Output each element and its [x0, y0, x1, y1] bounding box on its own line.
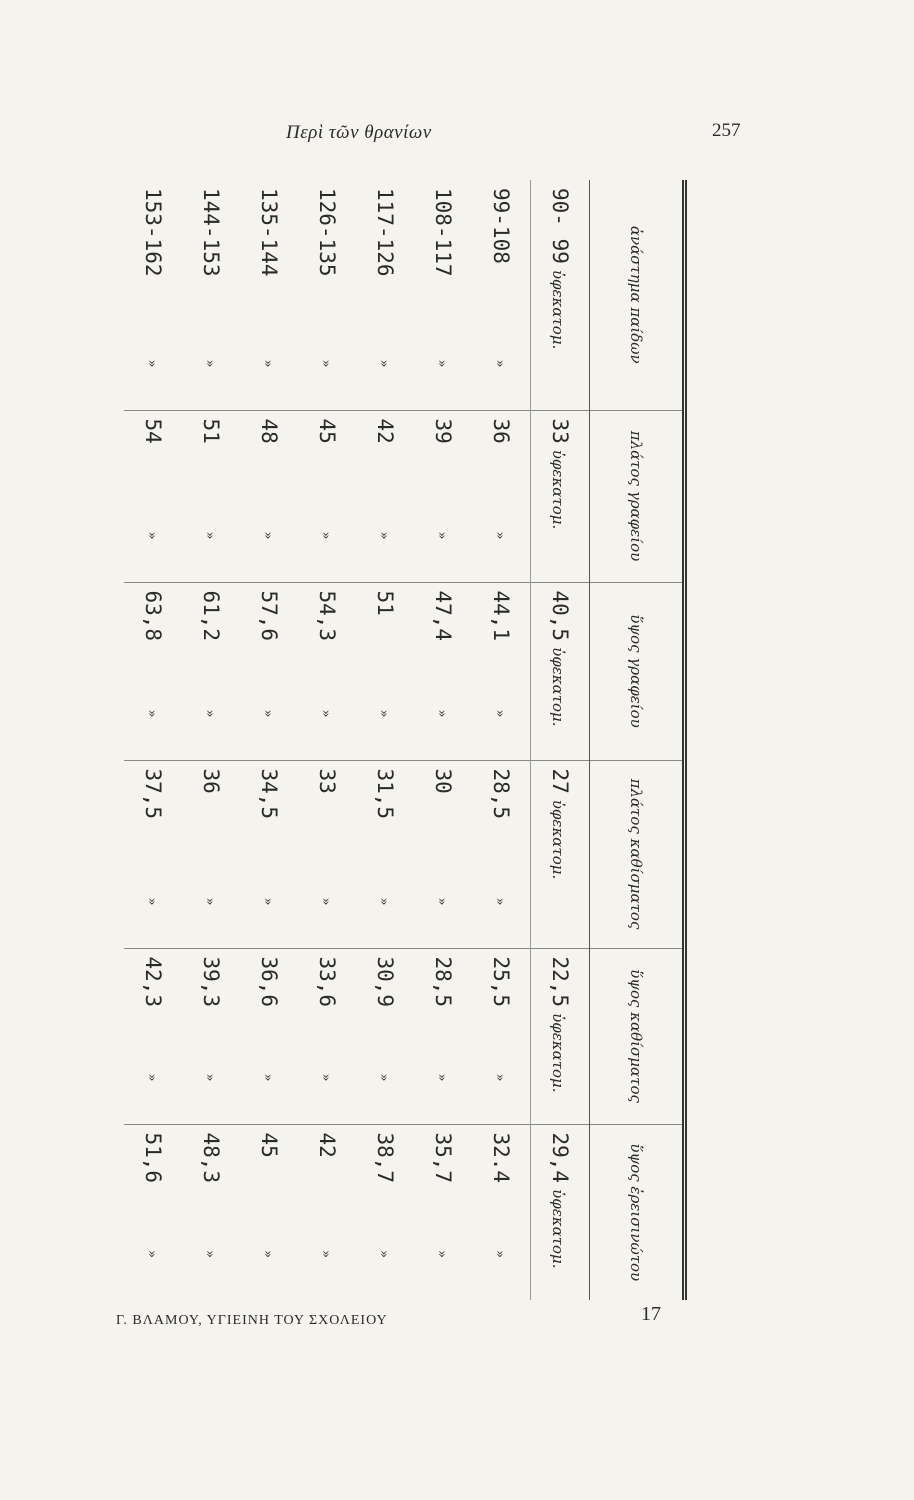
ditto-mark: »	[492, 1250, 507, 1258]
cell-value: 25,5	[489, 956, 513, 1008]
table-row	[472, 180, 531, 1300]
school-desk-dimensions-table	[124, 180, 687, 1300]
ditto-mark: »	[492, 531, 507, 540]
cell-value: 29,4	[548, 1132, 572, 1184]
table-cell	[414, 948, 472, 1124]
table-body	[124, 180, 590, 1300]
cell-value: 144-153	[199, 188, 223, 277]
table-cell	[298, 180, 356, 410]
cell-value: 51,6	[141, 1132, 165, 1184]
table-cell	[531, 180, 590, 410]
ditto-mark: »	[376, 897, 391, 906]
ditto-mark: »	[434, 1073, 449, 1082]
ditto-mark: »	[318, 359, 333, 368]
ditto-mark: »	[318, 709, 333, 718]
column-header: πλάτος γραφείου	[590, 410, 685, 582]
cell-value: 38,7	[373, 1132, 397, 1184]
footer-author-line: Γ. ΒΛΑΜΟΥ, ΥΓΙΕΙΝΗ ΤΟΥ ΣΧΟΛΕΙΟΥ	[116, 1313, 388, 1328]
column-header: ἀνάστημα παίδων	[590, 180, 685, 410]
table-cell	[356, 1124, 414, 1300]
ditto-mark: »	[202, 359, 217, 368]
table-cell	[472, 582, 531, 760]
ditto-mark: »	[434, 897, 449, 906]
table-cell	[356, 948, 414, 1124]
ditto-mark: »	[144, 897, 159, 906]
table-cell	[240, 948, 298, 1124]
cell-value: 135-144	[257, 188, 281, 277]
table-row	[531, 180, 590, 1300]
ditto-mark: »	[202, 1073, 217, 1082]
cell-value: 36,6	[257, 956, 281, 1008]
ditto-mark: »	[318, 1073, 333, 1082]
ditto-mark: »	[492, 897, 507, 906]
table-cell	[531, 1124, 590, 1300]
table-cell	[124, 582, 182, 760]
table-cell	[472, 410, 531, 582]
ditto-mark: »	[202, 531, 217, 540]
cell-value: 33	[315, 768, 339, 794]
ditto-mark: »	[144, 1073, 159, 1082]
table-cell	[414, 180, 472, 410]
ditto-mark: »	[434, 531, 449, 540]
table-cell	[182, 410, 240, 582]
cell-value: 44,1	[489, 590, 513, 642]
cell-value: 54	[141, 418, 165, 444]
table-cell	[182, 180, 240, 410]
table-cell	[240, 760, 298, 948]
unit-label: ὑφεκατομ.	[549, 449, 567, 530]
table-cell	[298, 582, 356, 760]
ditto-mark: »	[376, 1250, 391, 1258]
cell-value: 48	[257, 418, 281, 444]
table-cell	[182, 1124, 240, 1300]
cell-value: 30,9	[373, 956, 397, 1008]
cell-value: 28,5	[489, 768, 513, 820]
cell-value: 51	[199, 418, 223, 444]
column-header: πλάτος καθίσματος	[590, 760, 685, 948]
table-cell	[124, 760, 182, 948]
cell-value: 54,3	[315, 590, 339, 642]
ditto-mark: »	[492, 359, 507, 368]
ditto-mark: »	[144, 531, 159, 540]
cell-value: 99-108	[489, 188, 513, 264]
table-cell	[531, 410, 590, 582]
cell-value: 61,2	[199, 590, 223, 642]
table-cell	[240, 180, 298, 410]
table-cell	[414, 760, 472, 948]
cell-value: 45	[315, 418, 339, 444]
table-cell	[414, 1124, 472, 1300]
table-row	[240, 180, 298, 1300]
cell-value: 40,5	[548, 590, 572, 642]
table-cell	[356, 760, 414, 948]
table-cell	[472, 1124, 531, 1300]
cell-value: 47,4	[431, 590, 455, 642]
footer-signature: 17	[641, 1303, 661, 1325]
cell-value: 63,8	[141, 590, 165, 642]
cell-value: 36	[489, 418, 513, 444]
table-cell	[124, 410, 182, 582]
table-cell	[531, 760, 590, 948]
table-row	[182, 180, 240, 1300]
column-header: ὕψος ἐρεισινώτου	[590, 1124, 685, 1300]
table-cell	[531, 582, 590, 760]
ditto-mark: »	[202, 1250, 217, 1258]
table-cell	[298, 410, 356, 582]
table-cell	[472, 948, 531, 1124]
ditto-mark: »	[492, 1073, 507, 1082]
ditto-mark: »	[376, 1073, 391, 1082]
rotated-table-container	[97, 180, 687, 1300]
table-cell	[240, 410, 298, 582]
unit-label: ὑφεκατομ.	[549, 799, 567, 880]
cell-value: 48,3	[199, 1132, 223, 1184]
ditto-mark: »	[376, 709, 391, 718]
cell-value: 42,3	[141, 956, 165, 1008]
cell-value: 30	[431, 768, 455, 794]
cell-value: 35,7	[431, 1132, 455, 1184]
unit-label: ὑφεκατομ.	[549, 1189, 567, 1269]
table-cell	[356, 410, 414, 582]
table-cell	[124, 180, 182, 410]
table-row	[298, 180, 356, 1300]
column-header: ὕψος καθίσματος	[590, 948, 685, 1124]
ditto-mark: »	[202, 897, 217, 906]
ditto-mark: »	[376, 359, 391, 368]
table-cell	[356, 582, 414, 760]
cell-value: 22,5	[548, 956, 572, 1008]
cell-value: 31,5	[373, 768, 397, 820]
cell-value: 27	[548, 768, 572, 794]
ditto-mark: »	[318, 531, 333, 540]
table-cell	[414, 410, 472, 582]
table-cell	[356, 180, 414, 410]
page-number: 257	[712, 120, 741, 141]
ditto-mark: »	[260, 897, 275, 906]
table-cell	[298, 1124, 356, 1300]
ditto-mark: »	[318, 1250, 333, 1258]
ditto-mark: »	[260, 1250, 275, 1258]
table-cell	[182, 582, 240, 760]
cell-value: 42	[373, 418, 397, 444]
unit-label: ὑφεκατομ.	[549, 269, 567, 350]
ditto-mark: »	[434, 359, 449, 368]
table-cell	[472, 760, 531, 948]
cell-value: 42	[315, 1132, 339, 1158]
cell-value: 34,5	[257, 768, 281, 820]
table-row	[356, 180, 414, 1300]
table-cell	[414, 582, 472, 760]
ditto-mark: »	[434, 709, 449, 718]
ditto-mark: »	[260, 1073, 275, 1082]
table-cell	[124, 1124, 182, 1300]
table-cell	[472, 180, 531, 410]
column-header: ὕψος γραφείου	[590, 582, 685, 760]
ditto-mark: »	[144, 709, 159, 718]
unit-label: ὑφεκατομ.	[549, 1013, 567, 1093]
table-header-row	[590, 180, 685, 1300]
cell-value: 33	[548, 418, 572, 444]
cell-value: 117-126	[373, 188, 397, 277]
table-cell	[124, 948, 182, 1124]
table-row	[124, 180, 182, 1300]
cell-value: 57,6	[257, 590, 281, 642]
cell-value: 37,5	[141, 768, 165, 820]
cell-value: 51	[373, 590, 397, 616]
table-cell	[298, 948, 356, 1124]
ditto-mark: »	[260, 531, 275, 540]
cell-value: 153-162	[141, 188, 165, 277]
ditto-mark: »	[434, 1250, 449, 1258]
ditto-mark: »	[144, 1250, 159, 1258]
table-row	[414, 180, 472, 1300]
ditto-mark: »	[260, 359, 275, 368]
table-cell	[531, 948, 590, 1124]
cell-value: 36	[199, 768, 223, 794]
ditto-mark: »	[318, 897, 333, 906]
cell-value: 108-117	[431, 188, 455, 277]
table-cell	[182, 948, 240, 1124]
cell-value: 126-135	[315, 188, 339, 277]
ditto-mark: »	[376, 531, 391, 540]
ditto-mark: »	[260, 709, 275, 718]
ditto-mark: »	[492, 709, 507, 718]
unit-label: ὑφεκατομ.	[549, 647, 567, 727]
table-cell	[240, 1124, 298, 1300]
ditto-mark: »	[144, 359, 159, 368]
table-cell	[240, 582, 298, 760]
cell-value: 32.4	[489, 1132, 513, 1184]
ditto-mark: »	[202, 709, 217, 718]
cell-value: 39	[431, 418, 455, 444]
cell-value: 90- 99	[548, 188, 572, 264]
running-head: Περὶ τῶν θρανίων	[286, 122, 432, 143]
cell-value: 39,3	[199, 956, 223, 1008]
table-cell	[298, 760, 356, 948]
cell-value: 28,5	[431, 956, 455, 1008]
table-cell	[182, 760, 240, 948]
cell-value: 33,6	[315, 956, 339, 1008]
cell-value: 45	[257, 1132, 281, 1158]
